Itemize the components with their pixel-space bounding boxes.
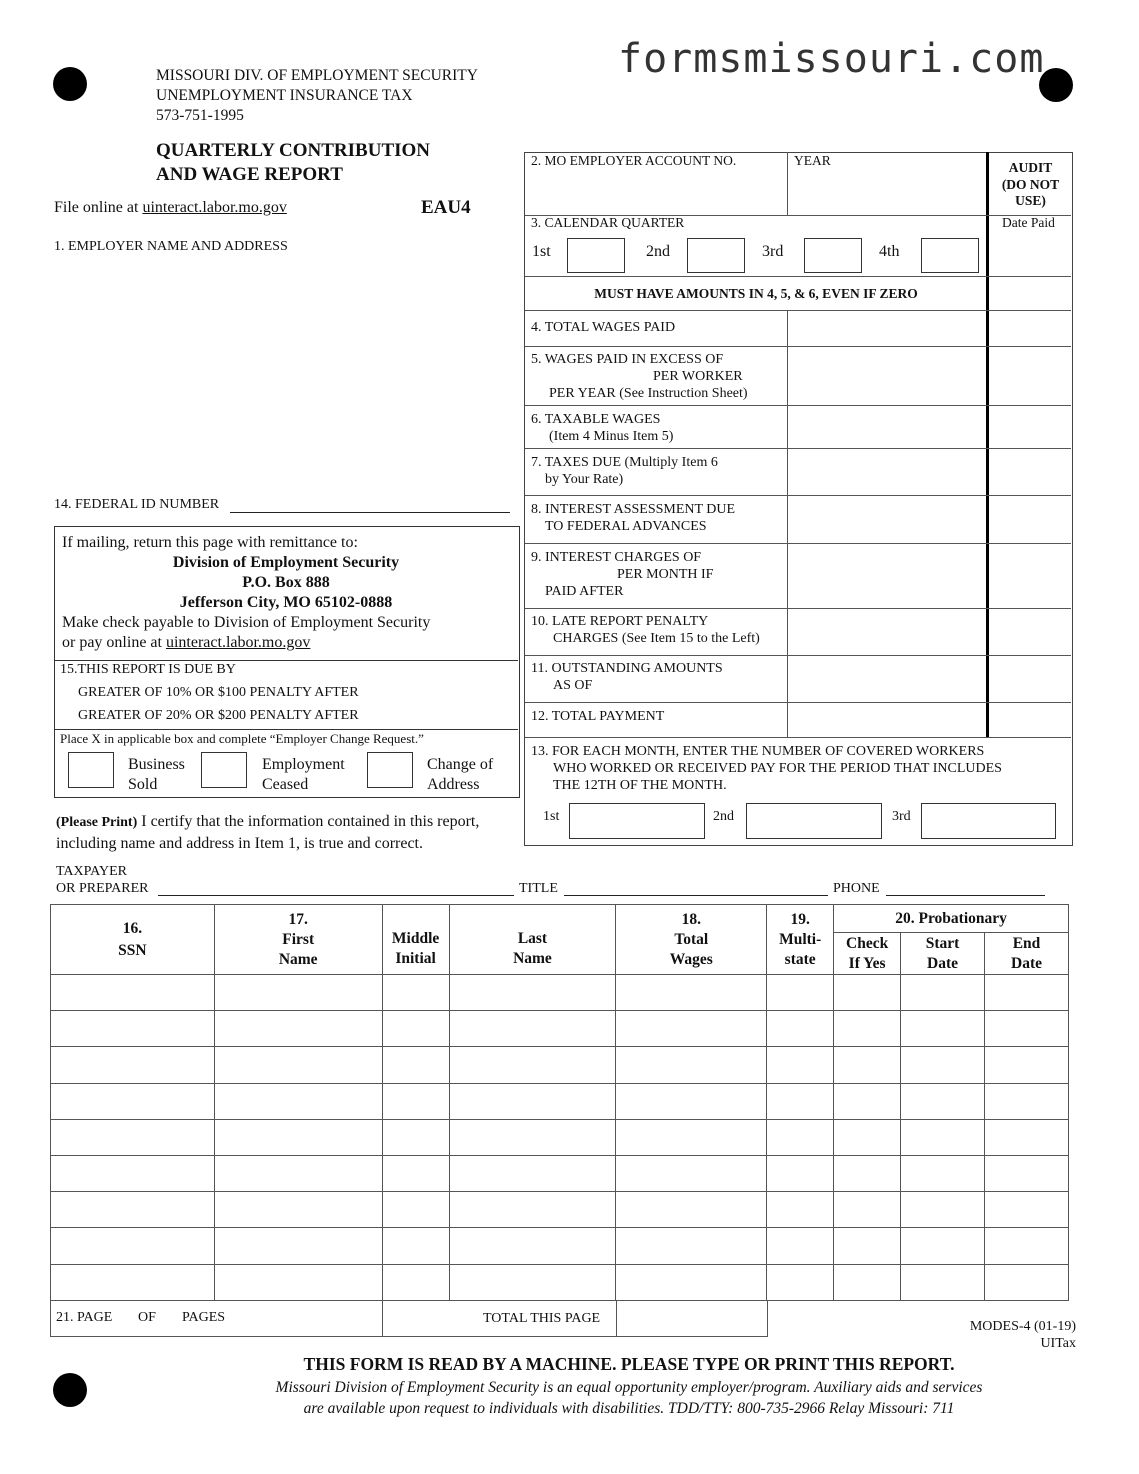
- ssn-cell[interactable]: [51, 1083, 215, 1119]
- total-wages-field[interactable]: [790, 312, 986, 346]
- table-row: [51, 1119, 1069, 1155]
- total-wages-cell[interactable]: [616, 1155, 767, 1191]
- employer-account-label: 2. MO EMPLOYER ACCOUNT NO.: [531, 153, 737, 168]
- quarter-4th-box[interactable]: [921, 238, 979, 273]
- page-number-label: 21. PAGE: [56, 1310, 113, 1325]
- change-address-checkbox[interactable]: [367, 752, 413, 788]
- taxable-wages-label: 6. TAXABLE WAGES (Item 4 Minus Item 5): [531, 412, 674, 444]
- total-wages-cell[interactable]: [616, 1047, 767, 1083]
- quarter-2nd-box[interactable]: [687, 238, 745, 273]
- probation-check-cell[interactable]: [834, 975, 901, 1011]
- table-row: [51, 1083, 1069, 1119]
- agency-division: UNEMPLOYMENT INSURANCE TAX: [156, 87, 413, 104]
- mailing-intro: If mailing, return this page with remittance to:: [62, 534, 358, 551]
- start-date-cell[interactable]: [901, 1119, 985, 1155]
- penalty-10: GREATER OF 10% OR $100 PENALTY AFTER: [78, 685, 359, 700]
- divider: [525, 737, 1071, 738]
- multistate-cell[interactable]: [767, 1264, 834, 1300]
- divider: [525, 543, 1071, 544]
- total-wages-cell[interactable]: [616, 1011, 767, 1047]
- preparer-field[interactable]: [158, 895, 514, 896]
- last-name-header: Last Name: [449, 905, 616, 975]
- phone-label: PHONE: [833, 881, 880, 896]
- must-have-amounts-notice: MUST HAVE AMOUNTS IN 4, 5, & 6, EVEN IF ZERO: [594, 286, 918, 301]
- ssn-cell[interactable]: [51, 1119, 215, 1155]
- pay-online-link[interactable]: uinteract.labor.mo.gov: [165, 634, 311, 651]
- middle-initial-cell[interactable]: [382, 1264, 449, 1300]
- probation-check-cell[interactable]: [834, 1011, 901, 1047]
- check-payable-text: Make check payable to Division of Employment Security: [62, 614, 431, 631]
- end-date-cell[interactable]: [985, 1011, 1069, 1047]
- federal-id-label: 14. FEDERAL ID NUMBER: [54, 497, 220, 512]
- end-date-cell[interactable]: [985, 1264, 1069, 1300]
- divider: [616, 1300, 617, 1336]
- start-date-cell[interactable]: [901, 1011, 985, 1047]
- probation-check-cell[interactable]: [834, 1119, 901, 1155]
- last-name-cell[interactable]: [449, 975, 616, 1011]
- total-wages-cell[interactable]: [616, 975, 767, 1011]
- last-name-cell[interactable]: [449, 1192, 616, 1228]
- agency-phone: 573-751-1995: [156, 107, 244, 124]
- pay-online-text: or pay online at uinteract.labor.mo.gov: [62, 634, 311, 651]
- divider: [525, 495, 1071, 496]
- multistate-cell[interactable]: [767, 1083, 834, 1119]
- ssn-cell[interactable]: [51, 1264, 215, 1300]
- total-this-page-label: TOTAL THIS PAGE: [483, 1311, 601, 1326]
- table-row: [51, 1047, 1069, 1083]
- ssn-cell[interactable]: [51, 1228, 215, 1264]
- registration-mark-bottom-left: [53, 1373, 87, 1407]
- year-field[interactable]: [793, 172, 985, 212]
- audit-divider: [986, 152, 989, 737]
- end-date-cell[interactable]: [985, 1192, 1069, 1228]
- federal-id-field[interactable]: [230, 512, 510, 513]
- multistate-cell[interactable]: [767, 1011, 834, 1047]
- ssn-cell[interactable]: [51, 975, 215, 1011]
- business-sold-label: Business Sold: [128, 756, 185, 793]
- total-this-page-field[interactable]: [620, 1303, 765, 1335]
- month-1st-label: 1st: [543, 809, 560, 824]
- check-if-yes-header: Check If Yes: [834, 933, 901, 975]
- form-code: EAU4: [421, 197, 471, 218]
- middle-initial-cell[interactable]: [382, 1155, 449, 1191]
- first-name-cell[interactable]: [214, 1011, 382, 1047]
- probation-check-cell[interactable]: [834, 1228, 901, 1264]
- start-date-cell[interactable]: [901, 1047, 985, 1083]
- end-date-cell[interactable]: [985, 975, 1069, 1011]
- employee-wage-table: [50, 904, 1069, 1301]
- form-code-footer: MODES-4 (01-19) UITax: [969, 1319, 1076, 1351]
- probationary-header: 20. Probationary: [834, 905, 1069, 933]
- first-name-cell[interactable]: [214, 1264, 382, 1300]
- table-row: [51, 975, 1069, 1011]
- total-wages-cell[interactable]: [616, 1083, 767, 1119]
- start-date-cell[interactable]: [901, 1083, 985, 1119]
- last-name-cell[interactable]: [449, 1119, 616, 1155]
- last-name-cell[interactable]: [449, 1264, 616, 1300]
- first-name-cell[interactable]: [214, 1155, 382, 1191]
- taxes-due-field[interactable]: [790, 450, 986, 494]
- late-penalty-field[interactable]: [790, 610, 986, 654]
- multistate-cell[interactable]: [767, 1047, 834, 1083]
- table-row: [51, 1264, 1069, 1300]
- title-label: TITLE: [519, 881, 558, 896]
- outstanding-amounts-field[interactable]: [790, 657, 986, 701]
- divider: [787, 152, 788, 215]
- probation-check-cell[interactable]: [834, 1192, 901, 1228]
- file-online-text: File online at uinteract.labor.mo.gov: [54, 199, 287, 216]
- business-sold-checkbox[interactable]: [68, 752, 114, 788]
- first-name-cell[interactable]: [214, 1047, 382, 1083]
- outstanding-amounts-label: 11. OUTSTANDING AMOUNTS AS OF: [531, 661, 723, 693]
- total-wages-cell[interactable]: [616, 1192, 767, 1228]
- last-name-cell[interactable]: [449, 1011, 616, 1047]
- month-3rd-label: 3rd: [892, 809, 911, 824]
- interest-assessment-field[interactable]: [790, 497, 986, 541]
- middle-initial-cell[interactable]: [382, 1083, 449, 1119]
- calendar-quarter-label: 3. CALENDAR QUARTER: [531, 215, 685, 230]
- multistate-cell[interactable]: [767, 1228, 834, 1264]
- wage-rows: [51, 975, 1069, 1301]
- middle-initial-header: Middle Initial: [382, 905, 449, 975]
- divider: [525, 346, 1071, 347]
- first-name-cell[interactable]: [214, 1192, 382, 1228]
- quarter-3rd-label: 3rd: [762, 243, 784, 260]
- mailing-org: Division of Employment Security: [172, 554, 400, 571]
- first-name-cell[interactable]: [214, 1083, 382, 1119]
- covered-workers-instruction: 13. FOR EACH MONTH, ENTER THE NUMBER OF COVERED WORKERS WHO WORKED OR RECEIVED PAY FOR THE PERIOD THAT INCLUDES THE 12TH OF THE MONTH.: [531, 744, 1002, 793]
- end-date-cell[interactable]: [985, 1047, 1069, 1083]
- month-2nd-workers-box[interactable]: [746, 803, 882, 839]
- middle-initial-cell[interactable]: [382, 975, 449, 1011]
- taxpayer-label: TAXPAYER OR PREPARER: [56, 864, 149, 896]
- ssn-cell[interactable]: [51, 1155, 215, 1191]
- employment-ceased-label: Employment Ceased: [262, 756, 345, 793]
- end-date-cell[interactable]: [985, 1119, 1069, 1155]
- last-name-cell[interactable]: [449, 1228, 616, 1264]
- employer-account-field[interactable]: [530, 172, 784, 212]
- ssn-cell[interactable]: [51, 1011, 215, 1047]
- quarter-3rd-box[interactable]: [804, 238, 862, 273]
- file-online-link[interactable]: uinteract.labor.mo.gov: [142, 199, 287, 216]
- interest-charges-label: 9. INTEREST CHARGES OF PER MONTH IF PAID AFTER: [531, 550, 714, 599]
- excess-wages-field[interactable]: [790, 348, 986, 405]
- date-paid-label: Date Paid: [1002, 215, 1055, 230]
- month-2nd-label: 2nd: [713, 809, 734, 824]
- excess-wages-label: 5. WAGES PAID IN EXCESS OF PER WORKER PER YEAR (See Instruction Sheet): [531, 352, 748, 401]
- quarter-1st-box[interactable]: [567, 238, 625, 273]
- divider: [525, 276, 1071, 277]
- table-row: [51, 1192, 1069, 1228]
- total-payment-field[interactable]: [790, 704, 986, 736]
- audit-label: AUDIT (DO NOT USE): [1001, 160, 1060, 208]
- multistate-header: 19. Multi- state: [767, 905, 834, 975]
- due-date-label: 15.THIS REPORT IS DUE BY: [60, 662, 236, 677]
- employer-name-address-label: 1. EMPLOYER NAME AND ADDRESS: [54, 239, 288, 254]
- total-wages-cell[interactable]: [616, 1119, 767, 1155]
- agency-name: MISSOURI DIV. OF EMPLOYMENT SECURITY: [156, 67, 478, 84]
- total-wages-label: 4. TOTAL WAGES PAID: [531, 320, 676, 335]
- first-name-cell[interactable]: [214, 1228, 382, 1264]
- ssn-cell[interactable]: [51, 1047, 215, 1083]
- start-date-cell[interactable]: [901, 1228, 985, 1264]
- table-row: [51, 1228, 1069, 1264]
- last-name-cell[interactable]: [449, 1083, 616, 1119]
- probation-check-cell[interactable]: [834, 1083, 901, 1119]
- mailing-po-box: P.O. Box 888: [242, 574, 330, 591]
- quarter-1st-label: 1st: [532, 243, 551, 260]
- penalty-20: GREATER OF 20% OR $200 PENALTY AFTER: [78, 708, 359, 723]
- late-penalty-label: 10. LATE REPORT PENALTY CHARGES (See Item 15 to the Left): [531, 614, 760, 646]
- month-3rd-workers-box[interactable]: [921, 803, 1056, 839]
- first-name-cell[interactable]: [214, 975, 382, 1011]
- year-label: YEAR: [794, 153, 831, 168]
- end-date-header: End Date: [985, 933, 1069, 975]
- probation-check-cell[interactable]: [834, 1047, 901, 1083]
- interest-assessment-label: 8. INTEREST ASSESSMENT DUE TO FEDERAL ADVANCES: [531, 502, 736, 534]
- title-field[interactable]: [564, 895, 828, 896]
- ssn-header: 16. SSN: [51, 905, 215, 975]
- divider: [525, 310, 1071, 311]
- end-date-cell[interactable]: [985, 1083, 1069, 1119]
- probation-check-cell[interactable]: [834, 1155, 901, 1191]
- amount-column-divider: [787, 310, 788, 737]
- equal-opportunity-text: Missouri Division of Employment Security is an equal opportunity employer/program. Auxiliary aids and services are available upon request to individuals with disabilities. TDD/TTY: 800-735-2966 Relay Missouri: 711: [275, 1379, 983, 1417]
- first-name-cell[interactable]: [214, 1119, 382, 1155]
- start-date-cell[interactable]: [901, 1155, 985, 1191]
- taxable-wages-field[interactable]: [790, 407, 986, 447]
- table-row: [51, 1155, 1069, 1191]
- end-date-cell[interactable]: [985, 1155, 1069, 1191]
- divider: [525, 655, 1071, 656]
- page-of-label: OF: [138, 1310, 156, 1325]
- divider: [55, 660, 518, 661]
- certification-text: (Please Print) I certify that the information contained in this report, including name and address in Item 1, is true and correct.: [56, 813, 480, 852]
- divider: [525, 448, 1071, 449]
- last-name-cell[interactable]: [449, 1047, 616, 1083]
- last-name-cell[interactable]: [449, 1155, 616, 1191]
- quarter-4th-label: 4th: [879, 243, 900, 260]
- multistate-cell[interactable]: [767, 1119, 834, 1155]
- employment-ceased-checkbox[interactable]: [201, 752, 247, 788]
- quarter-2nd-label: 2nd: [646, 243, 670, 260]
- multistate-cell[interactable]: [767, 1155, 834, 1191]
- taxes-due-label: 7. TAXES DUE (Multiply Item 6 by Your Rate): [531, 455, 718, 487]
- middle-initial-cell[interactable]: [382, 1228, 449, 1264]
- multistate-cell[interactable]: [767, 1192, 834, 1228]
- end-date-cell[interactable]: [985, 1228, 1069, 1264]
- divider: [525, 702, 1071, 703]
- ssn-cell[interactable]: [51, 1192, 215, 1228]
- table-row: [51, 1011, 1069, 1047]
- registration-mark-top-left: [53, 67, 87, 101]
- probation-check-cell[interactable]: [834, 1264, 901, 1300]
- machine-read-notice: THIS FORM IS READ BY A MACHINE. PLEASE TYPE OR PRINT THIS REPORT.: [303, 1354, 955, 1374]
- change-instruction: Place X in applicable box and complete “Employer Change Request.”: [60, 731, 424, 746]
- change-address-label: Change of Address: [427, 756, 494, 793]
- middle-initial-cell[interactable]: [382, 1192, 449, 1228]
- divider: [55, 729, 518, 730]
- start-date-cell[interactable]: [901, 975, 985, 1011]
- agency-header: [156, 66, 478, 126]
- divider: [525, 608, 1071, 609]
- first-name-header: 17. First Name: [214, 905, 382, 975]
- watermark: formsmissouri.com: [618, 36, 1045, 82]
- divider: [525, 405, 1071, 406]
- total-payment-label: 12. TOTAL PAYMENT: [531, 709, 665, 724]
- middle-initial-cell[interactable]: [382, 1011, 449, 1047]
- phone-field[interactable]: [886, 895, 1045, 896]
- total-wages-header: 18. Total Wages: [616, 905, 767, 975]
- mailing-city: Jefferson City, MO 65102-0888: [179, 594, 393, 611]
- start-date-cell[interactable]: [901, 1264, 985, 1300]
- form-title: QUARTERLY CONTRIBUTION AND WAGE REPORT: [156, 140, 431, 185]
- interest-charges-field[interactable]: [790, 545, 986, 607]
- start-date-cell[interactable]: [901, 1192, 985, 1228]
- divider: [382, 1300, 383, 1336]
- total-wages-cell[interactable]: [616, 1264, 767, 1300]
- total-wages-cell[interactable]: [616, 1228, 767, 1264]
- multistate-cell[interactable]: [767, 975, 834, 1011]
- month-1st-workers-box[interactable]: [569, 803, 705, 839]
- middle-initial-cell[interactable]: [382, 1119, 449, 1155]
- middle-initial-cell[interactable]: [382, 1047, 449, 1083]
- start-date-header: Start Date: [901, 933, 985, 975]
- pages-label: PAGES: [182, 1310, 226, 1325]
